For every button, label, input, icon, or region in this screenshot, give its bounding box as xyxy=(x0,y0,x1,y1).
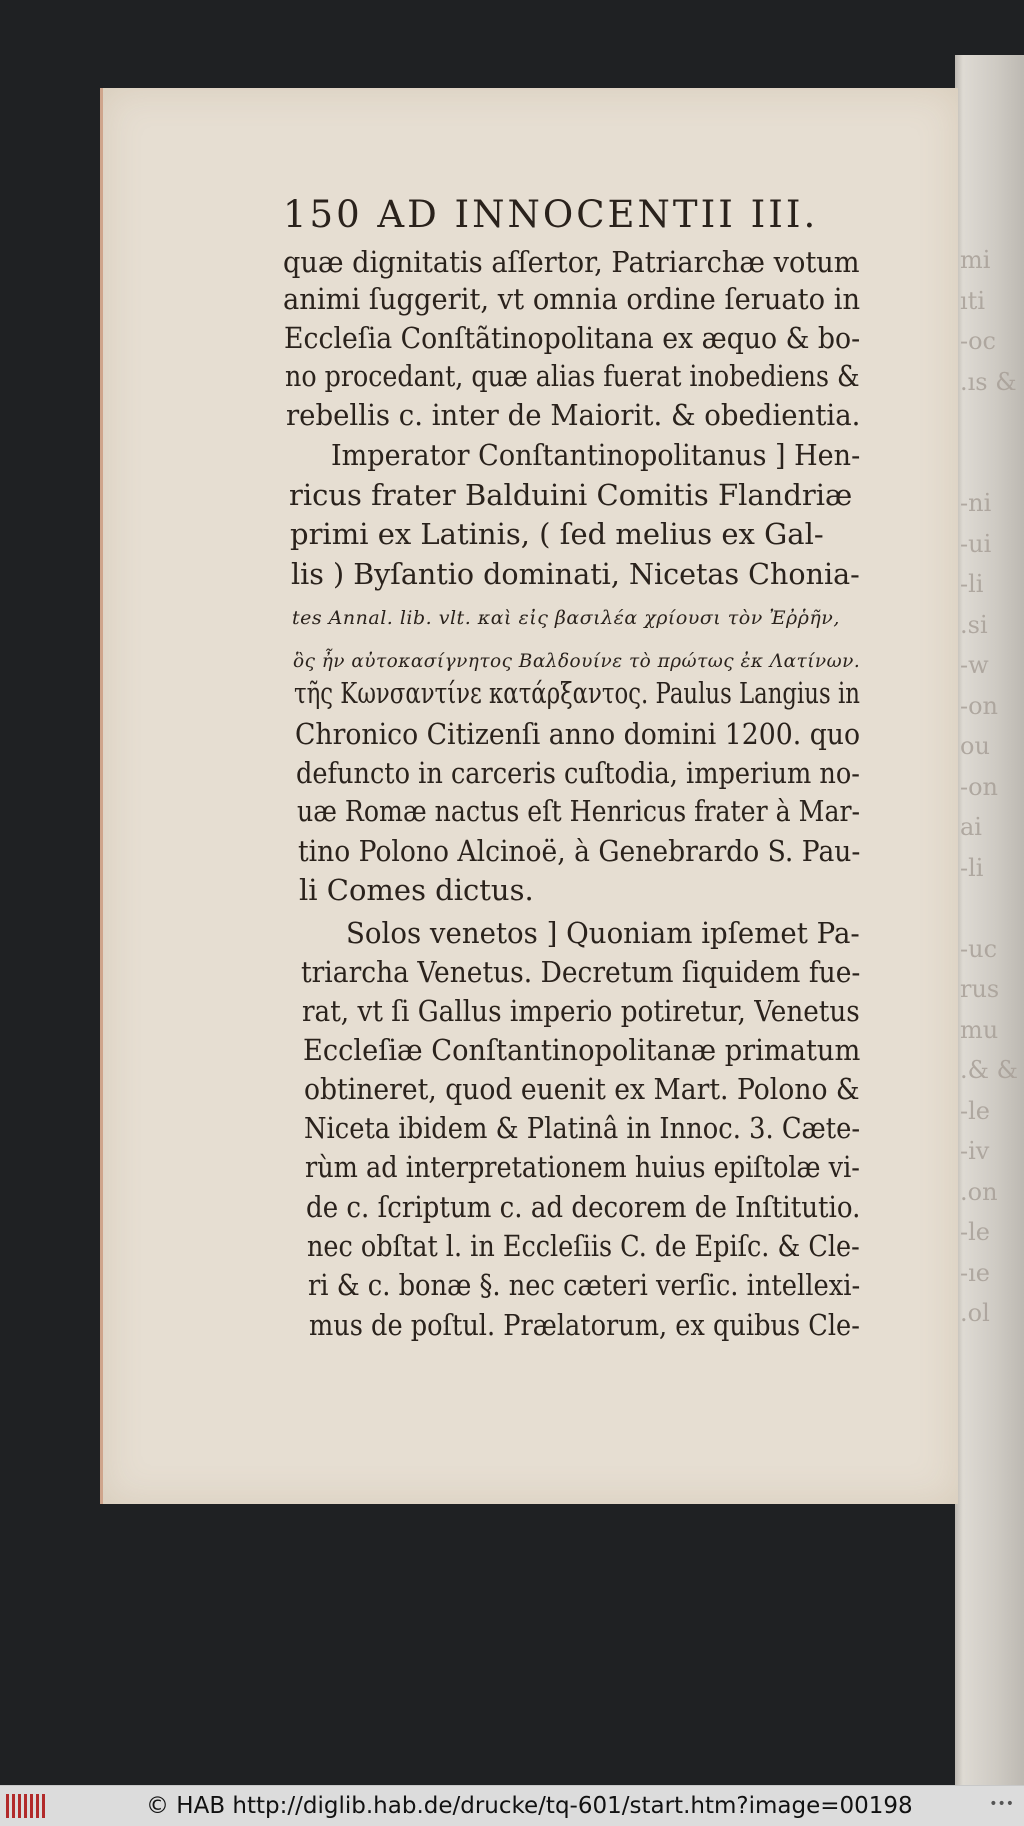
text-line: primi ex Latinis, ( ſed melius ex Gal- xyxy=(290,517,824,551)
text-line: li Comes dictus. xyxy=(299,873,534,907)
text-line: rat, vt ſi Gallus imperio potiretur, Venetus xyxy=(302,994,860,1028)
copyright-url[interactable]: © HAB http://diglib.hab.de/drucke/tq-601/start.htm?image=00198 xyxy=(146,1793,913,1819)
text-line: rùm ad interpretationem huius epiſtolæ vi- xyxy=(305,1150,860,1184)
running-head: 150 AD INNOCENTII III. xyxy=(283,193,819,236)
viewer-footer xyxy=(0,1785,1024,1826)
text-line: Eccleſia Conſtãtinopolitana ex æquo & bo- xyxy=(284,321,861,355)
text-line: uæ Romæ nactus eſt Henricus frater à Mar- xyxy=(297,794,861,828)
text-line: rebellis c. inter de Maiorit. & obedientia. xyxy=(286,398,861,432)
text-line: τῆς Κωνσαντίνε κατάρξαντος. Paulus Langius in xyxy=(294,676,860,710)
text-line: ricus frater Balduini Comitis Flandriæ xyxy=(289,478,853,512)
text-line: quæ dignitatis aſſertor, Patriarchæ votum xyxy=(283,245,860,279)
text-line: ri & c. bonæ §. nec cæteri verſic. intellexi- xyxy=(308,1268,861,1302)
next-page-bleed-text: mi ıti -oc .ıs & -ni -ui -li .si -w -on ou -on ai -li -uc rus mu .& & -le -iv .on -le -ıe .ol xyxy=(960,246,1018,1327)
text-line: Niceta ibidem & Platinâ in Innoc. 3. Cæte- xyxy=(304,1111,861,1145)
text-line-greek: tes Annal. lib. vlt. καὶ εἰς βασιλέα χρίουσι τὸν Ἐῤῥῆν, xyxy=(292,607,840,629)
text-line: nec obſtat l. in Eccleſiis C. de Epiſc. & Cle- xyxy=(307,1229,860,1263)
text-line: mus de poſtul. Prælatorum, ex quibus Cle- xyxy=(309,1308,860,1342)
text-line: Chronico Citizenſi anno domini 1200. quo xyxy=(295,717,861,751)
text-line: defuncto in carceris cuſtodia, imperium no- xyxy=(296,756,860,790)
text-line: triarcha Venetus. Decretum ſiquidem fue- xyxy=(301,955,861,989)
text-line-greek: ὃς ἦν αὐτοκασίγνητος Βαλδουίνε τὸ πρώτως ἐκ Λατίνων. xyxy=(293,650,861,672)
text-line: no procedant, quæ alias fuerat inobediens & xyxy=(285,359,860,393)
text-line: Solos venetos ] Quoniam ipſemet Pa- xyxy=(346,916,860,950)
hab-logo-icon[interactable] xyxy=(6,1794,48,1818)
text-line: animi ſuggerit, vt omnia ordine ſeruato in xyxy=(283,282,861,316)
text-line: de c. ſcriptum c. ad decorem de Inſtitutio. xyxy=(306,1190,861,1224)
text-line: Imperator Conſtantinopolitanus ] Hen- xyxy=(331,438,861,472)
menu-dots-icon[interactable]: ••• xyxy=(989,1796,1014,1812)
text-line: lis ) Byſantio dominati, Nicetas Chonia- xyxy=(291,557,860,591)
text-line: Eccleſiæ Conſtantinopolitanæ primatum xyxy=(303,1033,861,1067)
text-line: tino Polono Alcinoë, à Genebrardo S. Pau- xyxy=(298,834,861,868)
text-line: obtineret, quod euenit ex Mart. Polono & xyxy=(304,1072,860,1106)
